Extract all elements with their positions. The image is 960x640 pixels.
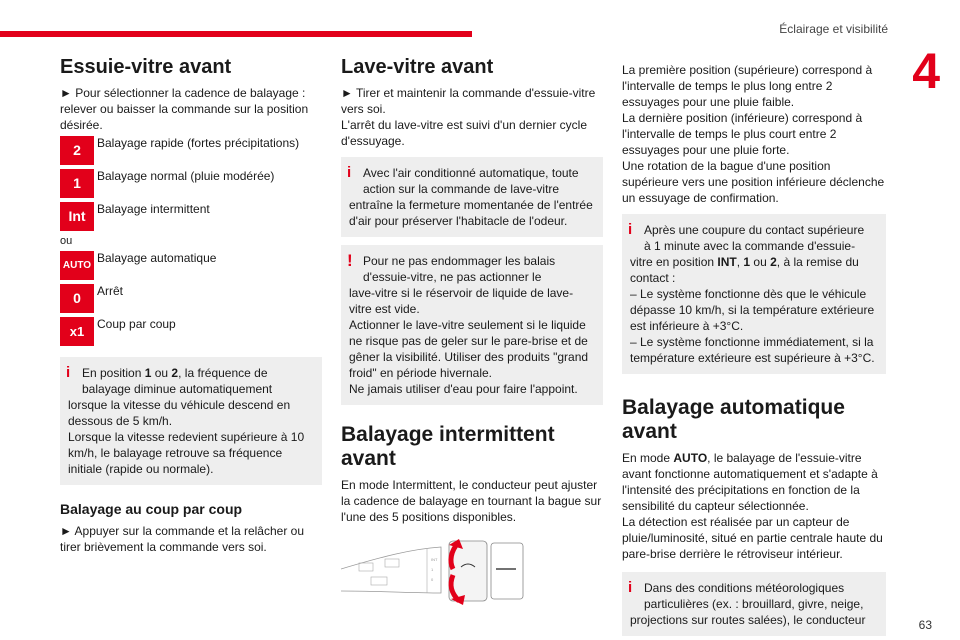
mode-list-a bbox=[60, 135, 322, 234]
note-text: lorsque la vitesse du véhicule descend en dessous de 5 km/h. bbox=[68, 398, 291, 428]
or-label: ou bbox=[60, 235, 73, 247]
note-dash-1: – Le système fonctionne dès que le véhicule dépasse 10 km/h, si la température extérieure est inférieure à +3°C. bbox=[630, 287, 875, 333]
note-lead: Pour ne pas endommager les balais bbox=[363, 254, 556, 268]
mode-row bbox=[60, 168, 322, 201]
mode-label: Balayage intermittent bbox=[97, 202, 210, 216]
note-text: projections sur routes salées), le conducteur bbox=[630, 613, 866, 627]
column-1 bbox=[60, 56, 322, 555]
note-lead: Après une coupure du contact supérieure bbox=[644, 223, 865, 237]
mode-row bbox=[60, 316, 322, 349]
note-lead-2: particulières (ex. : brouillard, givre, neige, bbox=[644, 597, 864, 611]
mode-label: Balayage automatique bbox=[97, 251, 217, 265]
note-lead-2: d'essuie-vitre, ne pas actionner le bbox=[363, 270, 542, 284]
intermittent-text-1: La première position (supérieure) correspond à l'intervalle de temps le plus long entre 2 essuyages pour une pluie faible. bbox=[622, 63, 873, 109]
intermittent-icon: Int bbox=[60, 202, 94, 231]
info-note bbox=[622, 572, 886, 636]
chapter-number: 4 bbox=[912, 43, 940, 99]
note-lead: En position 1 ou 2, la fréquence de bbox=[82, 366, 268, 380]
note-text-3: Ne jamais utiliser d'eau pour faire l'appoint. bbox=[349, 382, 578, 396]
single-wipe-text: ► Appuyer sur la commande et la relâcher ou tirer brièvement la commande vers soi. bbox=[60, 524, 305, 554]
note-lead-2: à 1 minute avec la commande d'essuie- bbox=[644, 239, 856, 253]
speed-1-icon: 1 bbox=[60, 169, 94, 198]
washer-text-1: ► Tirer et maintenir la commande d'essuie-vitre vers soi. bbox=[341, 86, 596, 116]
header-red-bar bbox=[0, 31, 472, 37]
single-wipe-icon: x1 bbox=[60, 317, 94, 346]
heading-washer: Lave-vitre avant bbox=[341, 56, 494, 78]
mode-label: Arrêt bbox=[97, 284, 124, 298]
mode-row bbox=[60, 283, 322, 316]
note-lead-2: balayage diminue automatiquement bbox=[82, 382, 273, 396]
section-title: Éclairage et visibilité bbox=[779, 22, 888, 36]
column-3 bbox=[622, 62, 886, 636]
heading-intermittent: Balayage intermittent avant bbox=[341, 423, 555, 470]
auto-text-1: En mode AUTO, le balayage de l'essuie-vitre avant fonctionne automatiquement et s'adapte à l'intensité des précipitations en fonction de la sensibilité du capteur sélectionnée. bbox=[622, 451, 878, 513]
auto-text-2: La détection est réalisée par un capteur de pluie/luminosité, situé en partie centrale haute du pare-brise derrière le rétroviseur intérieur. bbox=[622, 515, 883, 561]
ring-label: INT bbox=[431, 557, 438, 562]
info-note bbox=[622, 214, 886, 374]
speed-2-icon: 2 bbox=[60, 136, 94, 165]
mode-row bbox=[60, 250, 322, 283]
info-icon: i bbox=[347, 164, 352, 181]
wiper-stalk-illustration bbox=[341, 539, 603, 617]
page-number: 63 bbox=[918, 618, 932, 632]
intermittent-text-2: La dernière position (inférieure) correspond à l'intervalle de temps le plus court entre 2 essuyages pour une pluie forte. bbox=[622, 111, 863, 157]
mode-row bbox=[60, 135, 322, 168]
intermittent-text-3: Une rotation de la bague d'une position supérieure vers une position inférieure déclenche un essuyage de confirmation. bbox=[622, 159, 885, 205]
heading-front-wiper: Essuie-vitre avant bbox=[60, 56, 232, 78]
intermittent-text: En mode Intermittent, le conducteur peut ajuster la cadence de balayage en tournant la bague sur l'une des 5 positions disponibles. bbox=[341, 478, 602, 524]
info-note bbox=[60, 357, 322, 485]
wiper-intro: ► Pour sélectionner la cadence de balayage : relever ou baisser la commande sur la position désirée. bbox=[60, 86, 309, 132]
note-lead: Dans des conditions météorologiques bbox=[644, 581, 845, 595]
heading-auto-wipe: Balayage automatique avant bbox=[622, 396, 845, 443]
note-dash-2: – Le système fonctionne immédiatement, si la température extérieure est supérieure à +3°C. bbox=[630, 335, 875, 365]
mode-label: Balayage rapide (fortes précipitations) bbox=[97, 136, 300, 150]
note-text-2: Lorsque la vitesse redevient supérieure à 10 km/h, le balayage retrouve sa fréquence initiale (rapide ou normale). bbox=[68, 430, 305, 476]
note-lead: Avec l'air conditionné automatique, toute bbox=[363, 166, 579, 180]
info-note bbox=[341, 157, 603, 237]
info-icon: i bbox=[628, 579, 633, 596]
mode-label: Coup par coup bbox=[97, 317, 176, 331]
ring-label: 1 bbox=[431, 567, 434, 572]
mode-label: Balayage normal (pluie modérée) bbox=[97, 169, 275, 183]
ring-label: 0 bbox=[431, 577, 434, 582]
info-icon: i bbox=[628, 221, 633, 238]
note-text: lave-vitre si le réservoir de liquide de lave-vitre est vide. bbox=[349, 286, 574, 316]
note-lead-2: action sur la commande de lave-vitre bbox=[363, 182, 560, 196]
note-text: vitre en position INT, 1 ou 2, à la remise du contact : bbox=[630, 255, 859, 285]
mode-list-b bbox=[60, 250, 322, 349]
off-icon: 0 bbox=[60, 284, 94, 313]
mode-row bbox=[60, 201, 322, 234]
info-icon: i bbox=[66, 364, 71, 381]
note-text: entraîne la fermeture momentanée de l'entrée d'air pour préserver l'habitacle de l'odeur. bbox=[349, 198, 593, 228]
washer-text-2: L'arrêt du lave-vitre est suivi d'un dernier cycle d'essuyage. bbox=[341, 118, 588, 148]
auto-icon: AUTO bbox=[60, 251, 94, 280]
column-2 bbox=[341, 56, 603, 622]
warning-icon: ! bbox=[347, 251, 353, 270]
note-text-2: Actionner le lave-vitre seulement si le liquide ne risque pas de geler sur le pare-brise et de gêner la visibilité. Utiliser des produits "grand froid" en période hivernale. bbox=[349, 318, 589, 380]
warning-note bbox=[341, 245, 603, 405]
heading-single-wipe: Balayage au coup par coup bbox=[60, 501, 243, 517]
